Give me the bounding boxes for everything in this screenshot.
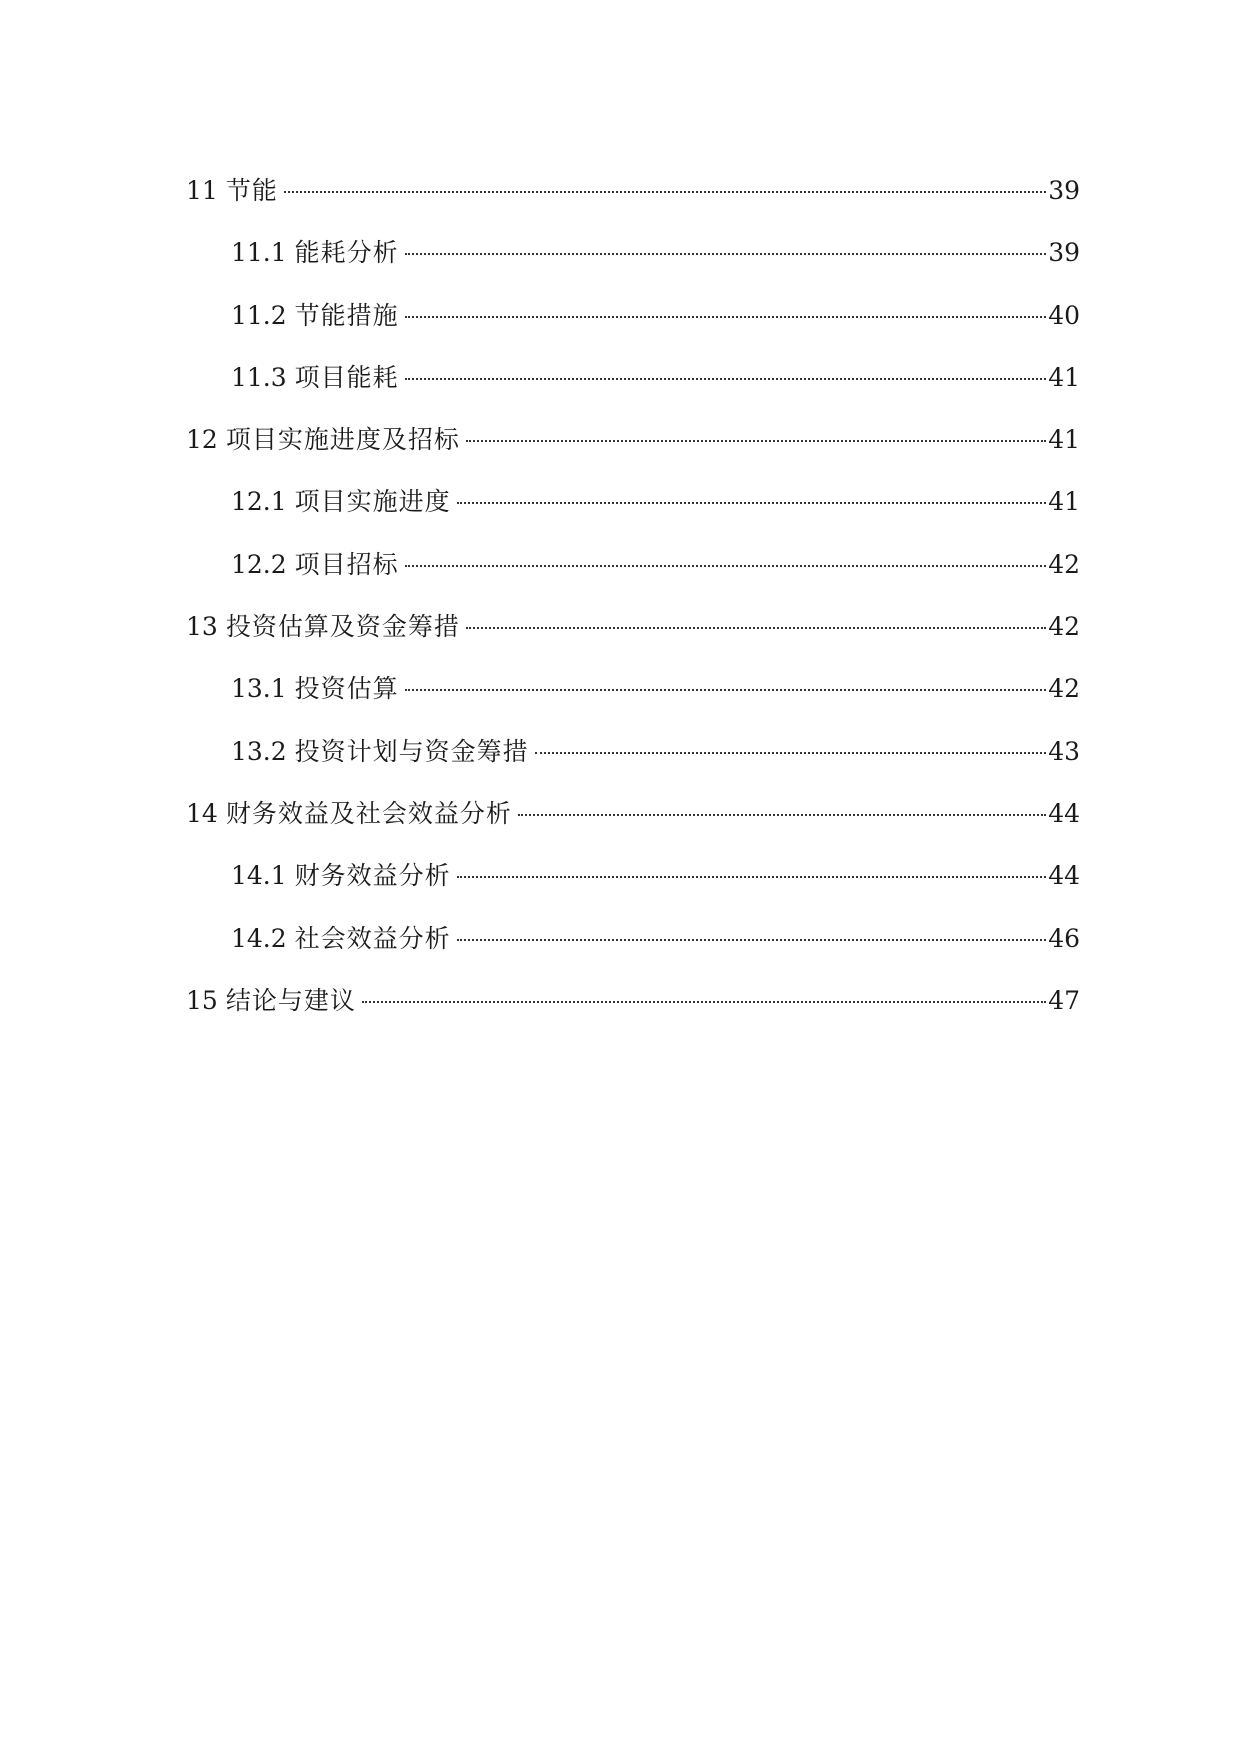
toc-entry-title: 项目实施进度及招标 [225,425,460,455]
toc-entry-page: 42 [1048,549,1080,579]
dot-leader [405,253,1047,255]
toc-entry-14-1[interactable] [186,845,1080,907]
toc-entry-page: 41 [1048,362,1080,392]
toc-entry-15[interactable] [186,970,1080,1032]
dot-leader [405,565,1047,567]
toc-entry-12-2[interactable] [186,534,1080,596]
toc-entry-page: 47 [1048,985,1080,1015]
toc-entry-title: 节能 [225,176,278,205]
dot-leader [362,1001,1046,1003]
dot-leader [466,440,1046,442]
toc-entry-page: 39 [1048,238,1080,268]
toc-entry-page: 43 [1048,736,1080,766]
toc-entry-number: 12.1 [231,487,287,517]
dot-leader [405,378,1047,380]
toc-entry-page: 41 [1048,487,1080,517]
toc-entry-page: 39 [1048,176,1080,205]
toc-entry-number: 11.1 [231,238,287,268]
toc-entry-13-1[interactable] [186,658,1080,720]
toc-entry-number: 14.2 [231,923,287,953]
toc-entry-number: 13 [186,612,218,642]
toc-entry-page: 42 [1048,612,1080,642]
toc-entry-13-2[interactable] [186,721,1080,783]
toc-entry-14[interactable] [186,783,1080,845]
toc-entry-title: 社会效益分析 [294,923,451,953]
toc-entry-title: 项目能耗 [294,362,399,392]
dot-leader [284,191,1046,193]
dot-leader [535,752,1047,754]
toc-entry-title: 项目招标 [294,549,399,579]
dot-leader [466,627,1046,629]
toc-entry-title: 财务效益分析 [294,861,451,891]
table-of-contents [186,160,1080,1032]
toc-entry-title: 投资估算及资金筹措 [225,612,460,642]
toc-entry-number: 15 [186,985,218,1015]
dot-leader [457,876,1047,878]
toc-entry-title: 财务效益及社会效益分析 [225,798,512,828]
toc-entry-11-3[interactable] [186,347,1080,409]
toc-entry-page: 44 [1048,798,1080,828]
toc-entry-page: 44 [1048,861,1080,891]
toc-entry-title: 能耗分析 [294,238,399,268]
toc-entry-title: 节能措施 [294,300,399,330]
toc-entry-page: 41 [1048,425,1080,455]
toc-entry-11-2[interactable] [186,285,1080,347]
toc-entry-12[interactable] [186,409,1080,471]
dot-leader [457,502,1047,504]
toc-entry-number: 12 [186,425,218,455]
toc-entry-title: 投资估算 [294,674,399,704]
dot-leader [518,814,1046,816]
toc-entry-page: 42 [1048,674,1080,704]
toc-entry-title: 投资计划与资金筹措 [294,736,529,766]
toc-entry-number: 13.2 [231,736,287,766]
toc-entry-11[interactable] [186,160,1080,222]
toc-entry-13[interactable] [186,596,1080,658]
toc-entry-number: 11.3 [231,362,287,392]
toc-entry-page: 40 [1048,300,1080,330]
toc-entry-number: 14 [186,798,218,828]
toc-entry-14-2[interactable] [186,908,1080,970]
toc-entry-number: 14.1 [231,861,287,891]
dot-leader [405,689,1047,691]
dot-leader [405,316,1047,318]
toc-entry-title: 项目实施进度 [294,487,451,517]
toc-entry-number: 13.1 [231,674,287,704]
toc-entry-11-1[interactable] [186,222,1080,284]
toc-entry-number: 11.2 [231,300,287,330]
toc-entry-number: 11 [186,176,218,205]
toc-entry-number: 12.2 [231,549,287,579]
dot-leader [457,939,1047,941]
toc-entry-page: 46 [1048,923,1080,953]
toc-entry-title: 结论与建议 [225,985,356,1015]
toc-entry-12-1[interactable] [186,471,1080,533]
